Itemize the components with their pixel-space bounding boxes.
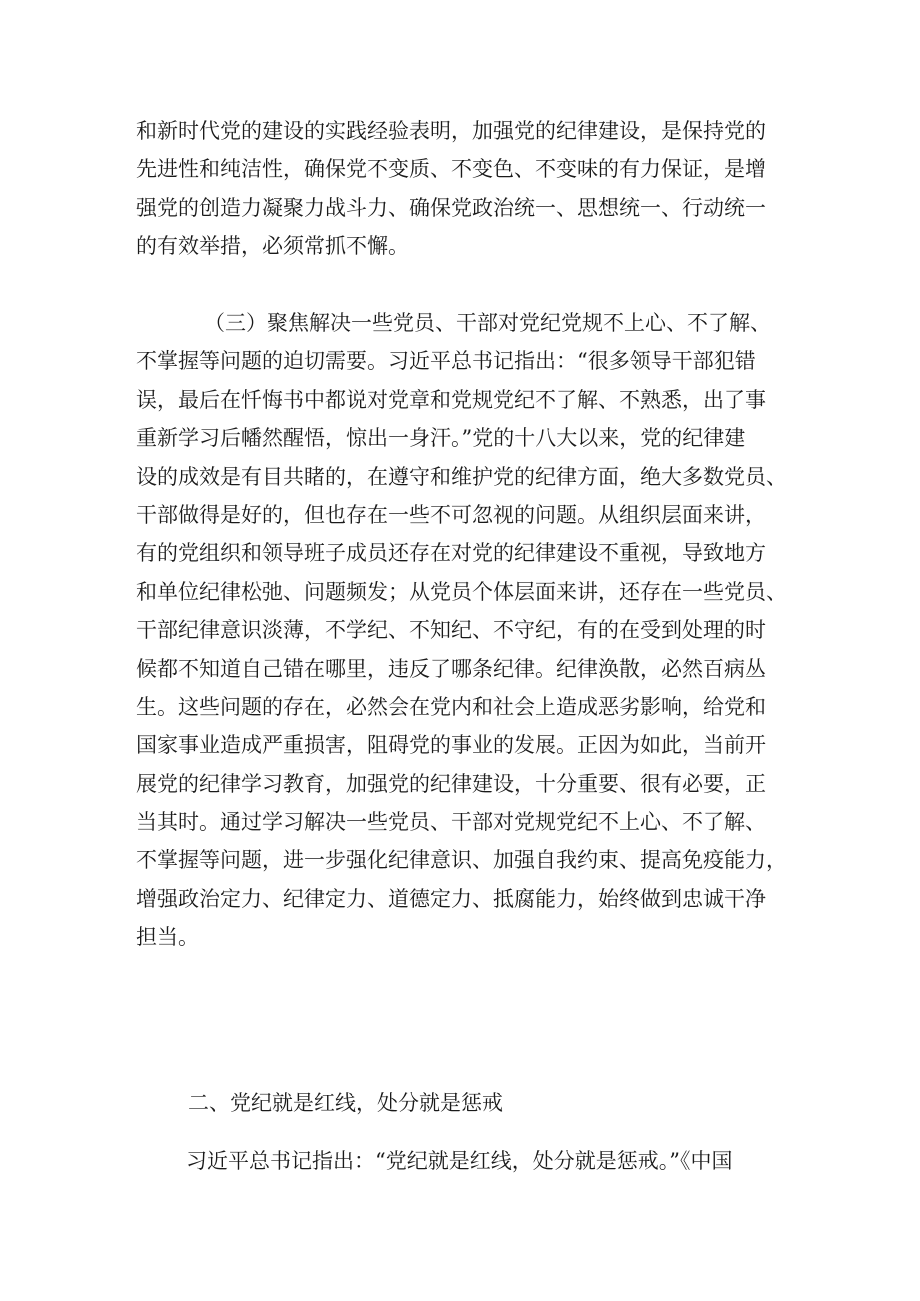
text-line: 候都不知道自己错在哪里，违反了哪条纪律。纪律涣散，必然百病丛	[136, 656, 766, 681]
text-line: 和新时代党的建设的实践经验表明，加强党的纪律建设，是保持党的	[136, 119, 766, 143]
paragraph-section-two-intro	[136, 1142, 732, 1180]
text-line: 增强政治定力、纪律定力、道德定力、抵腐能力，始终做到忠诚干净	[136, 886, 766, 911]
text-line: 国家事业造成严重损害，阻碍党的事业的发展。正因为如此，当前开	[136, 733, 766, 758]
text-line: 展党的纪律学习教育，加强党的纪律建设，十分重要、很有必要，正	[136, 771, 766, 796]
paragraph-continued	[136, 112, 766, 266]
text-line: 干部纪律意识淡薄，不学纪、不知纪、不守纪，有的在受到处理的时	[136, 618, 766, 643]
section-heading	[136, 1084, 503, 1122]
paragraph-section-three	[136, 304, 787, 957]
text-line: 不掌握等问题，进一步强化纪律意识、加强自我约束、提高免疫能力，	[136, 848, 787, 873]
text-line: 强党的创造力凝聚力战斗力、确保党政治统一、思想统一、行动统一	[136, 195, 766, 220]
text-line: 误，最后在忏悔书中都说对党章和党规党纪不了解、不熟悉，出了事	[136, 387, 766, 412]
text-line: 设的成效是有目共睹的，在遵守和维护党的纪律方面，绝大多数党员、	[136, 464, 787, 489]
text-line: 重新学习后幡然醒悟，惊出一身汗。”党的十八大以来，党的纪律建	[136, 426, 746, 451]
text-line: 有的党组织和领导班子成员还存在对党的纪律建设不重视，导致地方	[136, 541, 766, 566]
text-line: 干部做得是好的，但也存在一些不可忽视的问题。从组织层面来讲，	[136, 502, 766, 527]
text-line: 当其时。通过学习解决一些党员、干部对党规党纪不上心、不了解、	[136, 810, 766, 835]
text-line: 和单位纪律松弛、问题频发；从党员个体层面来讲，还存在一些党员、	[136, 579, 787, 604]
text-line: 不掌握等问题的迫切需要。习近平总书记指出：“很多领导干部犯错	[136, 349, 756, 374]
text-line: 习近平总书记指出：“党纪就是红线，处分就是惩戒。”《中国	[186, 1149, 733, 1173]
text-line: 担当。	[136, 925, 199, 950]
text-line: 生。这些问题的存在，必然会在党内和社会上造成恶劣影响，给党和	[136, 694, 766, 719]
text-line: 先进性和纯洁性，确保党不变质、不变色、不变味的有力保证，是增	[136, 157, 766, 182]
text-line: 的有效举措，必须常抓不懈。	[136, 234, 409, 259]
text-line: （三）聚焦解决一些党员、干部对党纪党规不上心、不了解、	[204, 311, 771, 335]
heading-text: 二、党纪就是红线，处分就是惩戒	[188, 1091, 503, 1115]
